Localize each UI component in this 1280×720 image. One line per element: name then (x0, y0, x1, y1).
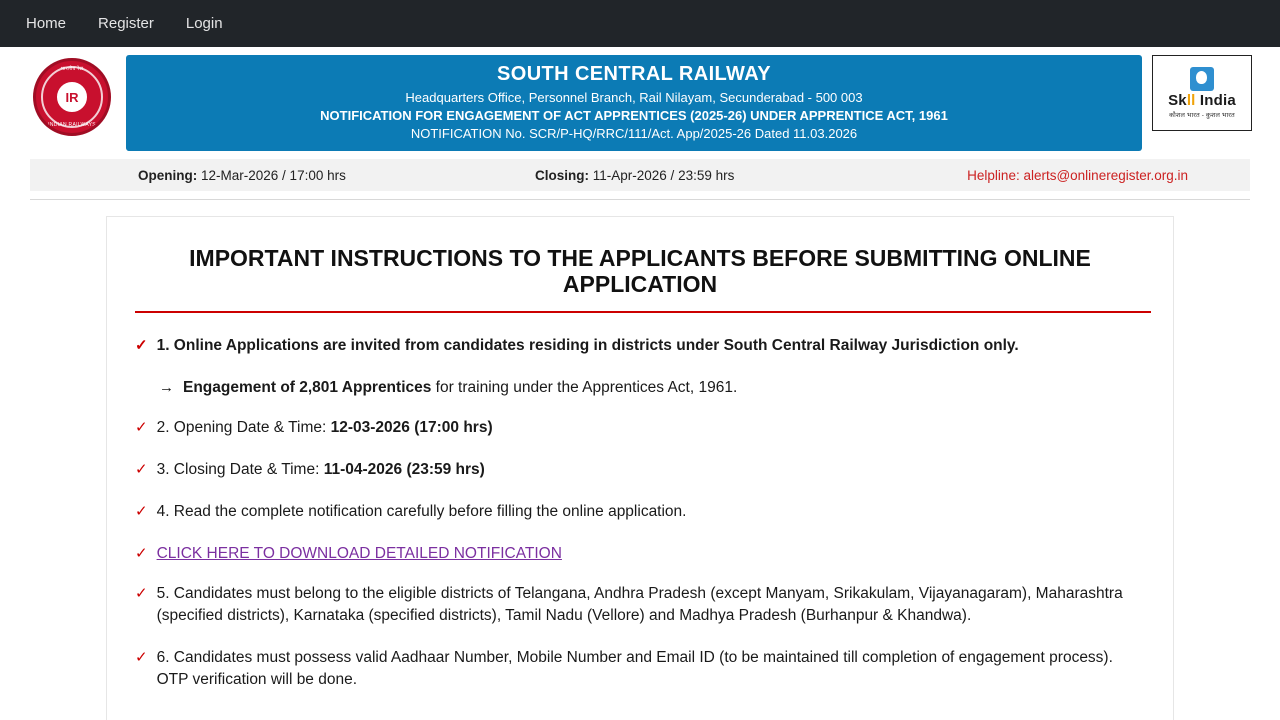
instruction-item-5-text: 5. Candidates must belong to the eligible districts of Telangana, Andhra Pradesh (except Manyam, Srikakulam, Vijayanagaram), Maharashtra (specified districts), Karnataka (specified districts), Tamil Nadu (Vellore) and Madhya Pradesh (Burhanpur & Khandwa). (156, 585, 1123, 625)
schedule-info-strip (30, 159, 1250, 191)
closing-info (535, 168, 734, 183)
instruction-item-6-text: 6. Candidates must possess valid Aadhaar Number, Mobile Number and Email ID (to be maintained till completion of engagement process). OTP verification will be done. (156, 649, 1113, 689)
instruction-item-3-text (157, 459, 485, 481)
check-icon: ✓ (135, 503, 148, 521)
opening-date-value: 12-03-2026 (17:00 hrs) (330, 419, 493, 437)
nav-item-register[interactable]: Register (98, 15, 154, 32)
opening-date-label: 2. Opening Date & Time: (156, 419, 331, 437)
instruction-item-2 (135, 417, 1145, 439)
notification-banner (126, 55, 1142, 151)
instruction-item-6 (135, 647, 1145, 691)
instruction-item-3 (135, 459, 1145, 481)
logo-emblem-text: IR (65, 89, 79, 105)
skill-title-bars: ll (1186, 92, 1196, 109)
instruction-item-2-text (157, 417, 493, 439)
indian-railways-logo-container (28, 55, 116, 139)
download-notification-row[interactable] (135, 543, 1145, 565)
top-navigation-bar (0, 0, 1280, 47)
opening-value: 12-Mar-2026 / 17:00 hrs (201, 167, 346, 183)
nav-item-home[interactable]: Home (26, 15, 67, 32)
check-icon: ✓ (135, 649, 148, 667)
closing-date-label: 3. Closing Date & Time: (156, 461, 324, 479)
logo-bottom-text: INDIAN RAILWAYS (48, 122, 96, 128)
notification-title: NOTIFICATION FOR ENGAGEMENT OF ACT APPRENTICES (2025-26) UNDER APPRENTICE ACT, 1961 (320, 108, 948, 123)
skill-india-title (1168, 92, 1236, 109)
skill-title-part-a: Sk (1168, 92, 1187, 109)
logo-top-text: भारतीय रेल (60, 66, 84, 72)
organization-address: Headquarters Office, Personnel Branch, Rail Nilayam, Secunderabad - 500 003 (405, 90, 863, 105)
instruction-item-1 (135, 335, 1145, 357)
header-divider (30, 199, 1250, 200)
page-title: IMPORTANT INSTRUCTIONS TO THE APPLICANTS BEFORE SUBMITTING ONLINE APPLICATION (189, 245, 1091, 298)
instruction-item-5 (135, 583, 1145, 627)
indian-railways-logo-icon (33, 58, 111, 136)
arrow-right-icon: → (159, 379, 174, 397)
skill-title-part-b: India (1195, 92, 1236, 109)
notification-number: NOTIFICATION No. SCR/P-HQ/RRC/111/Act. App/2025-26 Dated 11.03.2026 (410, 126, 858, 141)
skill-india-subtitle: कौशल भारत - कुशल भारत (1169, 112, 1235, 119)
skill-india-logo (1152, 55, 1252, 131)
closing-label: Closing: (535, 167, 589, 183)
organization-name: SOUTH CENTRAL RAILWAY (497, 63, 771, 85)
download-notification-link[interactable]: CLICK HERE TO DOWNLOAD DETAILED NOTIFICATION (156, 545, 562, 563)
instruction-item-1-sub (159, 377, 1145, 399)
skill-india-mark-icon (1190, 67, 1214, 91)
instruction-item-1-text: 1. Online Applications are invited from candidates residing in districts under South Central Railway Jurisdiction only. (156, 337, 1019, 355)
nav-item-login[interactable]: Login (185, 15, 223, 32)
check-icon: ✓ (135, 585, 148, 603)
closing-value: 11-Apr-2026 / 23:59 hrs (592, 167, 735, 183)
page-header (0, 47, 1280, 151)
closing-date-value: 11-04-2026 (23:59 hrs) (323, 461, 485, 479)
instructions-card (106, 216, 1174, 720)
opening-label: Opening: (138, 167, 198, 183)
apprentice-count-bold: Engagement of 2,801 Apprentices (183, 379, 432, 397)
title-underline (135, 311, 1151, 313)
instruction-item-1-sub-text (183, 377, 737, 399)
apprentice-count-rest: for training under the Apprentices Act, 1961. (431, 379, 738, 397)
check-icon: ✓ (135, 545, 148, 563)
check-icon: ✓ (135, 419, 148, 437)
check-icon: ✓ (135, 461, 148, 479)
helpline-info[interactable]: Helpline: alerts@onlineregister.org.in (967, 167, 1188, 183)
instruction-item-4-text: 4. Read the complete notification carefully before filling the online application. (156, 503, 687, 521)
check-icon: ✓ (135, 337, 148, 355)
opening-info (138, 168, 346, 183)
instruction-item-4 (135, 501, 1145, 523)
